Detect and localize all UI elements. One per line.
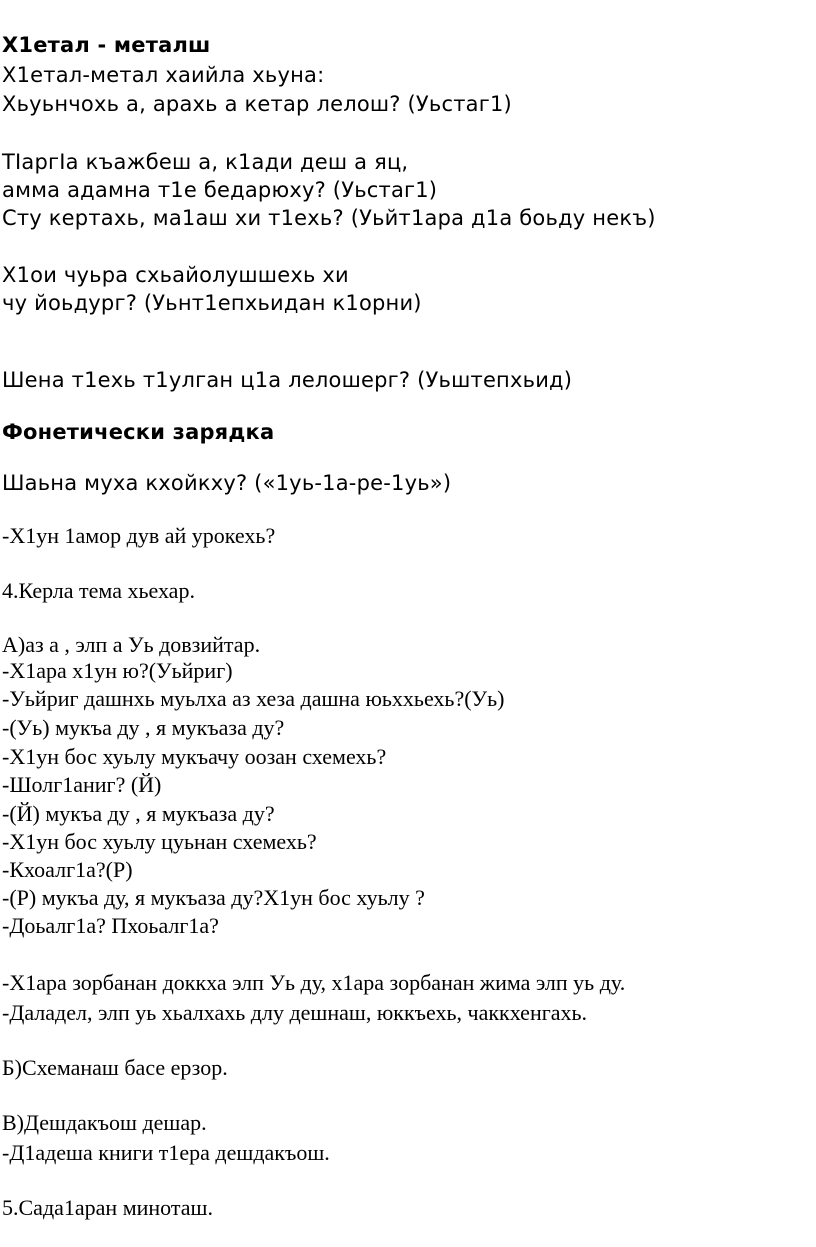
riddle-line: Хьуьнчохь а, арахь а кетар лелош? (Уьстаг1) xyxy=(2,92,512,116)
part-a-line: -(Й) мукъа ду , я мукъаза ду? xyxy=(2,801,275,826)
part-a-line: -Х1ун бос хуьлу цуьнан схемехь? xyxy=(2,829,317,854)
conclusion-line: -Х1ара зорбанан доккха элп Уь ду, х1ара зорбанан жима элп уь ду. xyxy=(2,970,626,995)
part-a-line: -Х1ун бос хуьлу мукъачу оозан схемехь? xyxy=(2,744,387,769)
riddle-intro: Х1етал-метал хаийла хьуна: xyxy=(2,63,325,87)
riddle-line: ТIаргIа къажбеш а, к1ади деш а яц, xyxy=(2,150,409,174)
part-a-line: -Х1ара х1ун ю?(Уьйриг) xyxy=(2,658,233,683)
part-a-line: -Кхоалг1а?(Р) xyxy=(2,857,133,882)
section-4-title: 4.Керла тема хьехар. xyxy=(2,578,195,603)
conclusion-line: -Даладел, элп уь хьалхахь длу дешнаш, юккъехь, чаккхенгахь. xyxy=(2,1000,588,1025)
question-line: -Х1ун 1амор дув ай урокехь? xyxy=(2,523,276,548)
section-5-title: 5.Сада1аран миноташ. xyxy=(2,1195,213,1220)
part-a-line: -(Уь) мукъа ду , я мукъаза ду? xyxy=(2,715,285,740)
riddle-line: чу йоьдург? (Уьнт1епхьидан к1орни) xyxy=(2,291,422,315)
part-a-line: -Уьйриг дашнхь муьлха аз хеза дашна юьххьехь?(Уь) xyxy=(2,686,505,711)
riddle-line: Х1ои чуьра схьайолушшехь хи xyxy=(2,263,349,287)
part-a-line: -Шолг1аниг? (Й) xyxy=(2,772,162,797)
part-v-line: В)Дешдакъош дешар. xyxy=(2,1110,207,1135)
riddle-line: Сту кертахь, ма1аш хи т1ехь? (Уьйт1ара д1а боьду некъ) xyxy=(2,206,656,230)
phonetic-heading: Фонетически зарядка xyxy=(2,420,275,444)
part-a-line: -Доьалг1а? Пхоьалг1а? xyxy=(2,913,219,938)
riddle-line: Шена т1ехь т1улган ц1а лелошерг? (Уьштепхьид) xyxy=(2,368,573,392)
part-v-line: -Д1адеша книги т1ера дешдакъош. xyxy=(2,1140,330,1165)
part-a-line: -(Р) мукъа ду, я мукъаза ду?Х1ун бос хуьлу ? xyxy=(2,885,425,910)
phonetic-line: Шаьна муха кхойкху? («1уь-1а-ре-1уь») xyxy=(2,471,452,495)
riddle-line: амма адамна т1е бедарюху? (Уьстаг1) xyxy=(2,178,438,202)
part-a-line: А)аз а , элп а Уь довзийтар. xyxy=(2,632,261,657)
part-b-line: Б)Схеманаш басе ерзор. xyxy=(2,1055,228,1080)
document-title: Х1етал - металш xyxy=(2,33,211,57)
